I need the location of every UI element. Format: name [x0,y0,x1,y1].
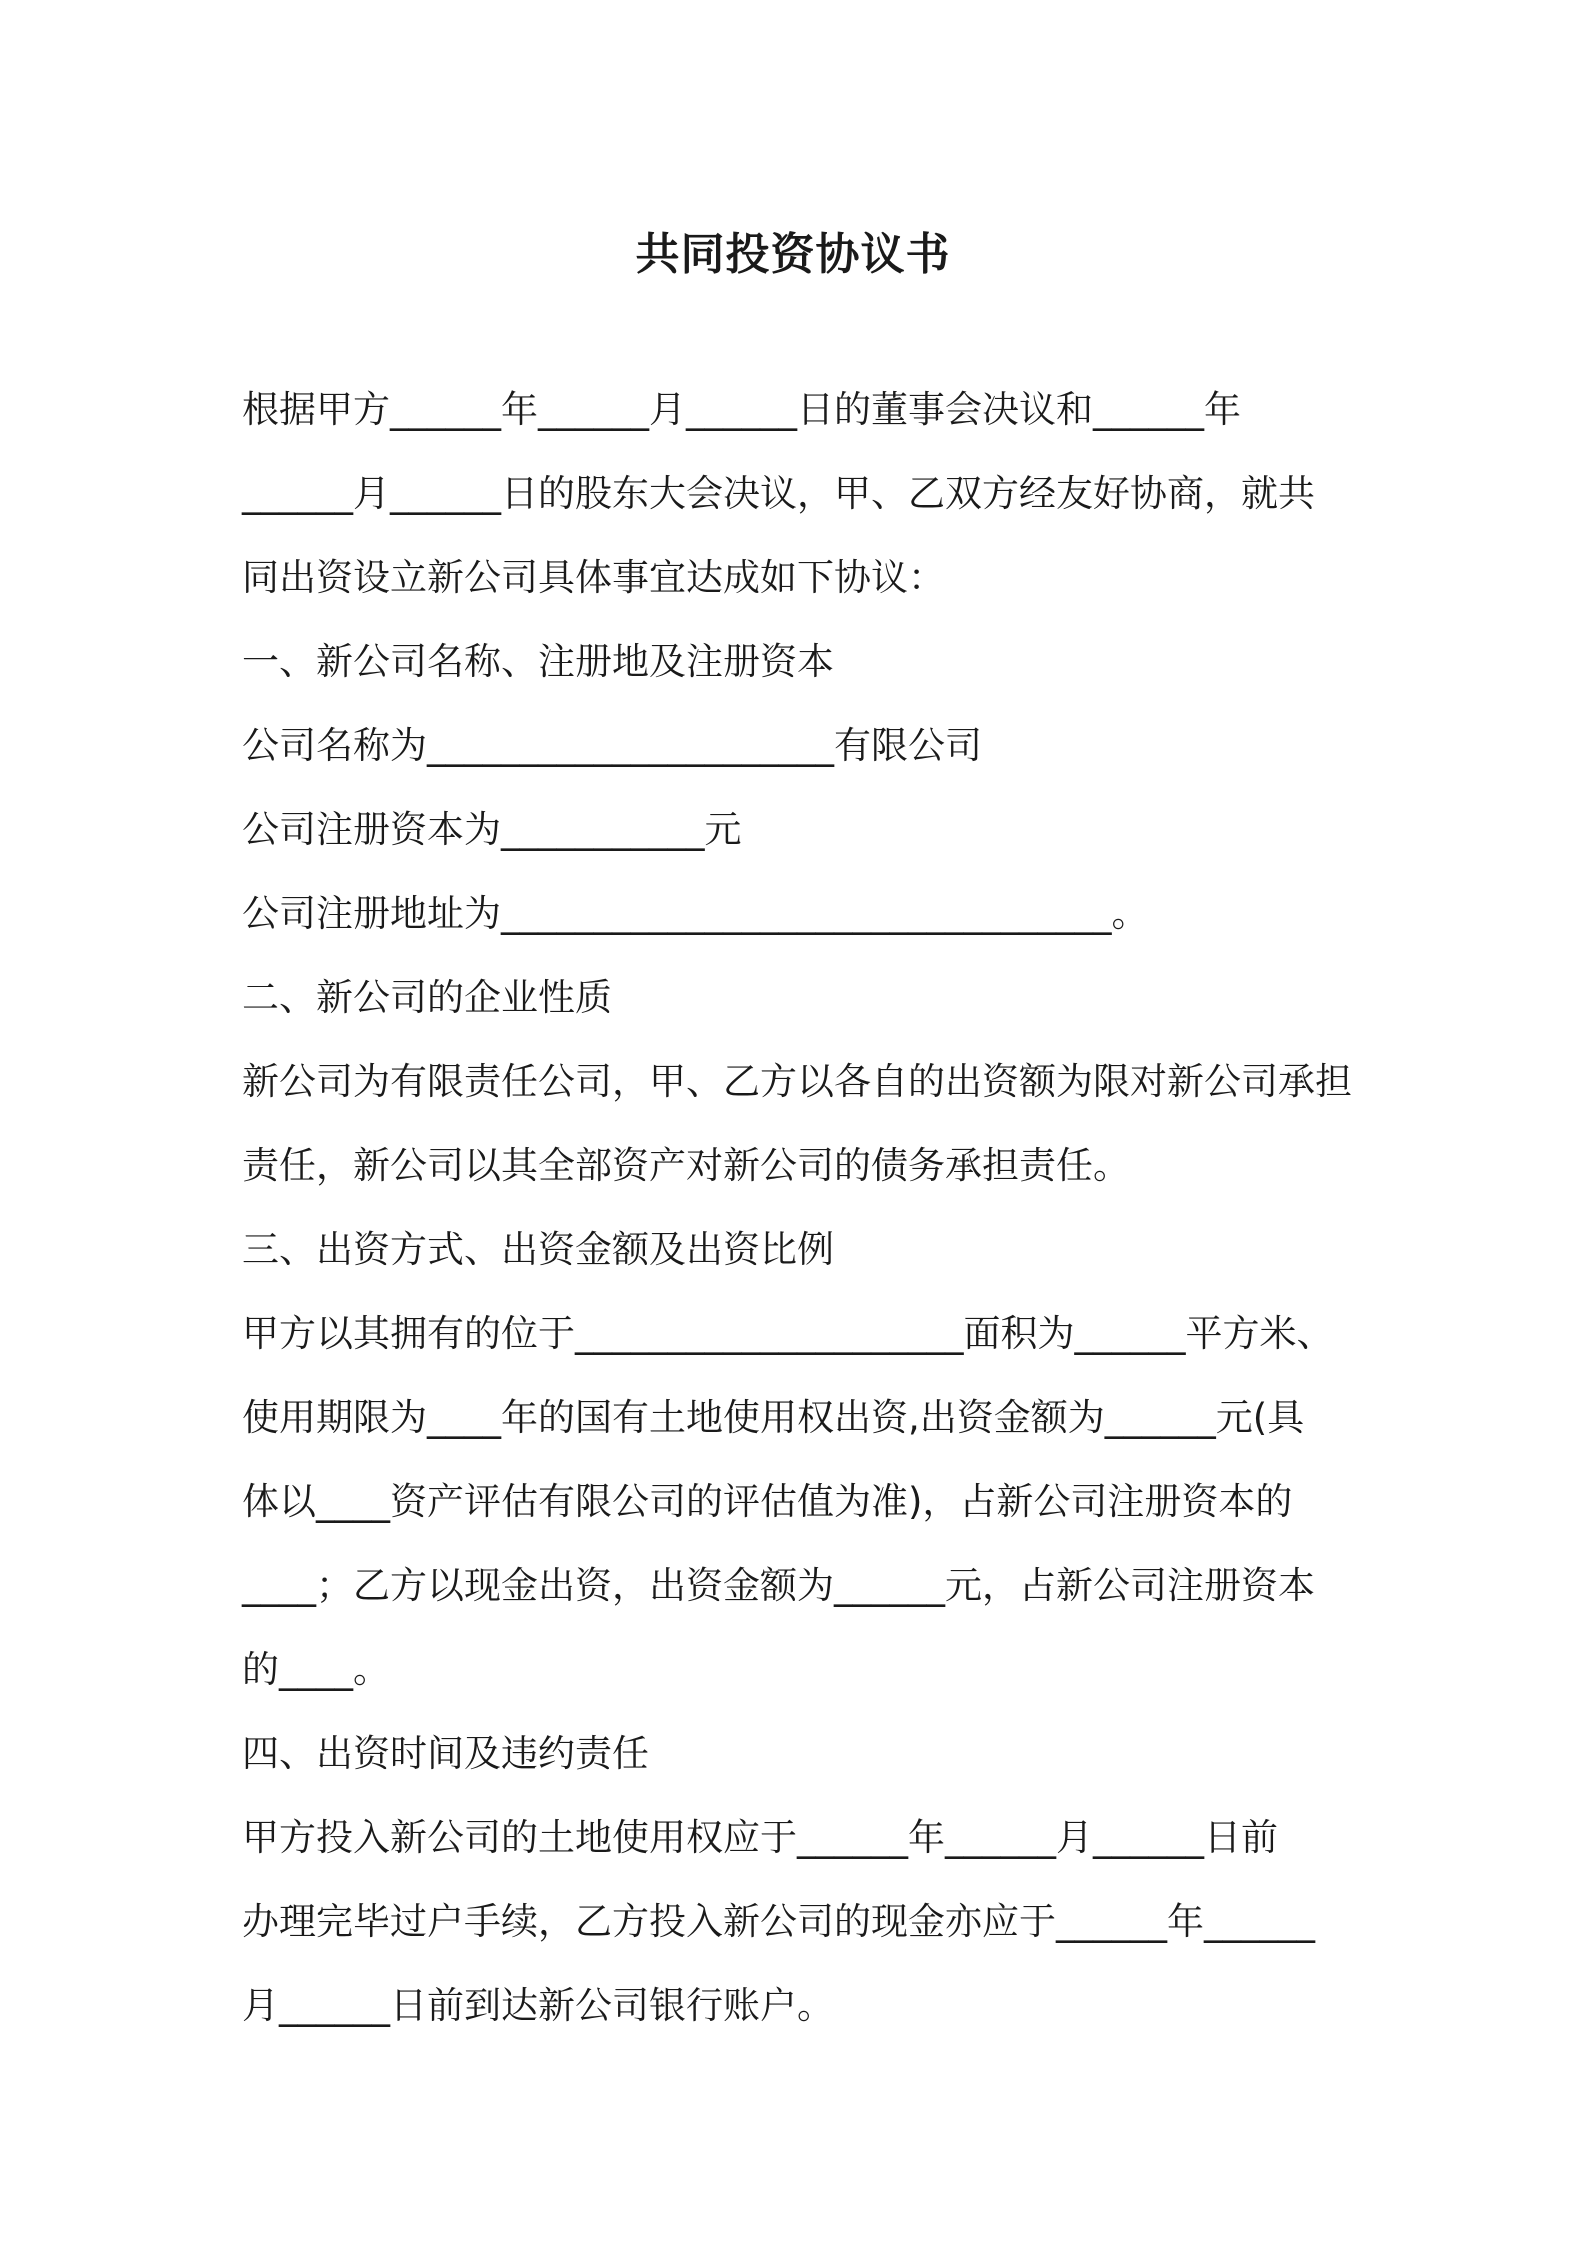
contribution-line: ____；乙方以现金出资，出资金额为______元，占新公司注册资本 [242,1564,1315,1607]
company-name-line: 公司名称为______________________有限公司 [242,724,982,767]
timing-line: 办理完毕过户手续，乙方投入新公司的现金亦应于______年______ [242,1900,1315,1943]
section-heading-4: 四、出资时间及违约责任 [242,1732,649,1775]
contribution-line: 使用期限为____年的国有土地使用权出资,出资金额为______元(具 [242,1396,1305,1439]
document-title: 共同投资协议书 [635,229,951,280]
agreement-preamble-line: 同出资设立新公司具体事宜达成如下协议： [242,556,945,599]
section-heading-3: 三、出资方式、出资金额及出资比例 [242,1228,834,1271]
section-heading-1: 一、新公司名称、注册地及注册资本 [242,640,834,683]
agreement-preamble-line: 根据甲方______年______月______日的董事会决议和______年 [242,388,1241,431]
registered-address-line: 公司注册地址为_________________________________。 [242,892,1149,935]
contribution-line: 甲方以其拥有的位于_____________________面积为______平方米、 [242,1312,1334,1355]
contribution-line: 的____。 [242,1648,390,1691]
timing-line: 甲方投入新公司的土地使用权应于______年______月______日前 [242,1816,1278,1859]
document-body [242,368,1352,2048]
agreement-preamble-line: ______月______日的股东大会决议，甲、乙双方经友好协商，就共 [242,472,1315,515]
timing-line: 月______日前到达新公司银行账户。 [242,1984,834,2027]
company-nature-line: 新公司为有限责任公司，甲、乙方以各自的出资额为限对新公司承担 [242,1060,1352,1103]
contribution-line: 体以____资产评估有限公司的评估值为准)，占新公司注册资本的 [242,1480,1293,1523]
registered-capital-line: 公司注册资本为___________元 [242,808,742,851]
section-heading-2: 二、新公司的企业性质 [242,976,612,1019]
company-nature-line: 责任，新公司以其全部资产对新公司的债务承担责任。 [242,1144,1130,1187]
